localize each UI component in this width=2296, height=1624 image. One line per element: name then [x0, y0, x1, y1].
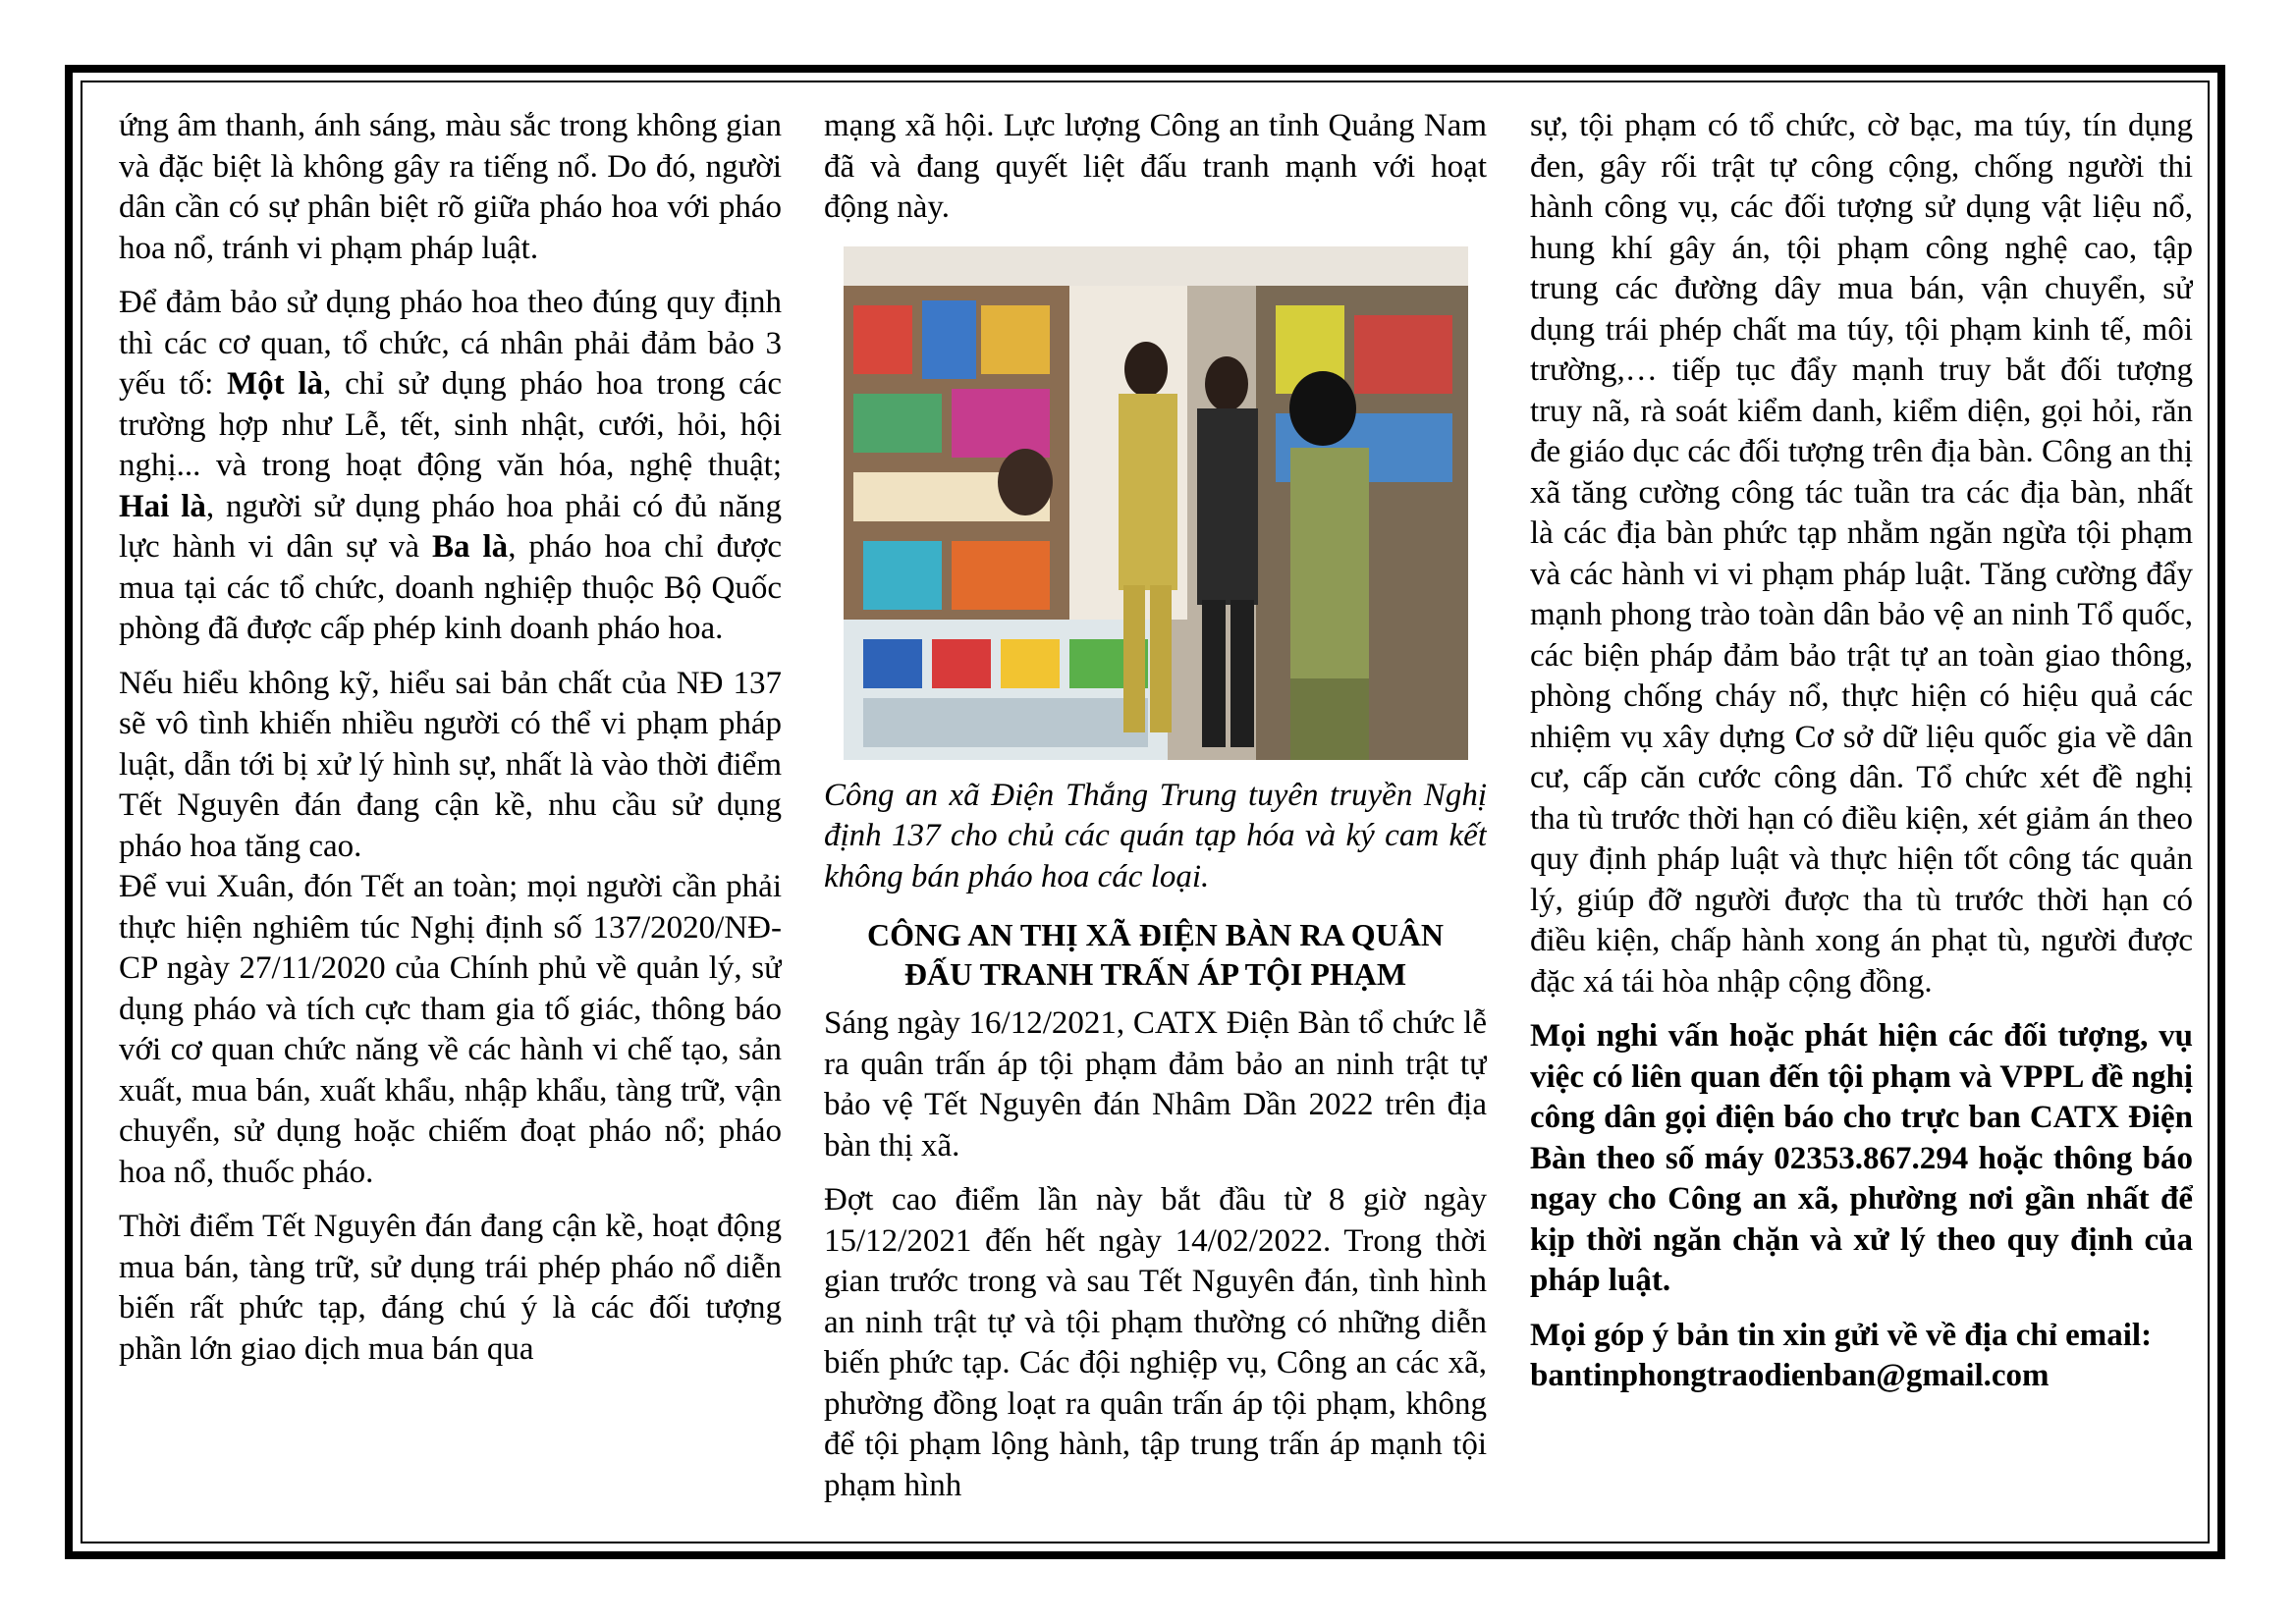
col1-p2-bold-mot-la: Một là	[227, 366, 324, 402]
col1-p2-bold-hai-la: Hai là	[119, 488, 206, 524]
col1-p2-text-c: , chỉ sử dụng pháo hoa trong các trường hợp như Lễ, tết, sinh nhật, cưới, hỏi, hội nghị... và trong hoạt động văn hóa, nghệ thuật;	[119, 366, 782, 483]
col2-paragraph-2: Sáng ngày 16/12/2021, CATX Điện Bàn tổ chức lễ ra quân trấn áp tội phạm đảm bảo an ninh trật tự bảo vệ Tết Nguyên đán Nhâm Dần 2022 trên địa bàn thị xã.	[824, 1005, 1487, 1164]
col1-p2-text-d: , người sử dụng pháo hoa phải có đủ năng lực hành vi dân sự và	[119, 488, 782, 565]
outer-border	[65, 65, 2225, 1559]
grocery-store-photo	[844, 246, 1468, 760]
contact-email: bantinphongtraodienban@gmail.com	[1530, 1358, 2050, 1393]
col1-p2-text-a: Để đảm bảo sử dụng pháo hoa theo đúng quy định thì các cơ quan, tổ chức, cá nhân phải đảm bảo 3 yếu tố:	[119, 285, 782, 402]
col1-p2-text-e: , pháo hoa chỉ được mua tại các tổ chức, doanh nghiệp thuộc Bộ Quốc phòng đã được cấp phép kinh doanh pháo hoa.	[119, 529, 782, 646]
section-heading	[824, 915, 1487, 994]
col3-feedback-paragraph: Mọi góp ý bản tin xin gửi về về địa chỉ email:	[1530, 1317, 2153, 1353]
section-heading-line-2: ĐẤU TRANH TRẤN ÁP TỘI PHẠM	[903, 956, 1407, 992]
photo-caption: Công an xã Điện Thắng Trung tuyên truyền Nghị định 137 cho chủ các quán tạp hóa và ký cam kết không bán pháo hoa các loại.	[824, 777, 1487, 894]
col1-paragraph-2	[119, 283, 782, 650]
col3-contact-paragraph: Mọi nghi vấn hoặc phát hiện các đối tượng, vụ việc có liên quan đến tội phạm và VPPL đề nghị công dân gọi điện báo cho trực ban CATX Điện Bàn theo số máy 02353.867.294 hoặc thông báo ngay cho Công an xã, phường nơi gần nhất để kịp thời ngăn chặn và xử lý theo quy định của pháp luật.	[1530, 1018, 2193, 1298]
col1-p2-bold-ba-la: Ba là	[432, 529, 509, 565]
col1-paragraph-1: ứng âm thanh, ánh sáng, màu sắc trong không gian và đặc biệt là không gây ra tiếng nổ. Do đó, người dân cần có sự phân biệt rõ giữa pháo hoa với pháo hoa nổ, tránh vi phạm pháp luật.	[119, 108, 782, 266]
col3-paragraph-1: sự, tội phạm có tổ chức, cờ bạc, ma túy, tín dụng đen, gây rối trật tự công cộng, chống người thi hành công vụ, các đối tượng sử dụng vật liệu nổ, hung khí gây án, tội phạm công nghệ cao, tập trung các đường dây mua bán, vận chuyển, sử dụng trái phép chất ma túy, tội phạm kinh tế, môi trường,… tiếp tục đẩy mạnh truy bắt đối tượng truy nã, rà soát kiểm danh, kiểm diện, gọi hỏi, răn đe giáo dục các đối tượng trên địa bàn. Công an thị xã tăng cường công tác tuần tra các địa bàn, nhất là các địa bàn phức tạp nhằm ngăn ngừa tội phạm và các hành vi vi phạm pháp luật. Tăng cường đẩy mạnh phong trào toàn dân bảo vệ an ninh Tổ quốc, các biện pháp đảm bảo trật tự an toàn giao thông, phòng chống cháy nổ, thực hiện có hiệu quả các nhiệm vụ xây dựng Cơ sở dữ liệu quốc gia về dân cư, cấp căn cước công dân. Tổ chức xét đề nghị tha tù trước thời hạn có điều kiện, xét giảm án theo quy định pháp luật và thực hiện tốt công tác quản lý, giúp đỡ người được tha tù trước thời hạn có điều kiện, chấp hành xong án phạt tù, người được đặc xá tái hòa nhập cộng đồng.	[1530, 108, 2193, 1000]
col1-paragraph-4: Để vui Xuân, đón Tết an toàn; mọi người cần phải thực hiện nghiêm túc Nghị định số 137/2020/NĐ-CP ngày 27/11/2020 của Chính phủ về quản lý, sử dụng pháo và tích cực tham gia tố giác, thông báo với cơ quan chức năng về các hành vi chế tạo, sản xuất, mua bán, xuất khẩu, nhập khẩu, tàng trữ, vận chuyển, sử dụng hoặc chiếm đoạt pháo nổ; pháo hoa nổ, thuốc pháo.	[119, 869, 782, 1190]
col1-paragraph-5: Thời điểm Tết Nguyên đán đang cận kề, hoạt động mua bán, tàng trữ, sử dụng trái phép pháo nổ diễn biến rất phức tạp, đáng chú ý là các đối tượng phần lớn giao dịch mua bán qua	[119, 1209, 782, 1367]
section-heading-line-1: CÔNG AN THỊ XÃ ĐIỆN BÀN RA QUÂN	[866, 917, 1445, 952]
column-2	[824, 106, 1487, 1520]
col2-paragraph-3: Đợt cao điểm lần này bắt đầu từ 8 giờ ngày 15/12/2021 đến hết ngày 14/02/2022. Trong thời gian trước trong và sau Tết Nguyên đán, tình hình an ninh trật tự và tội phạm thường có những diễn biến phức tạp. Các đội nghiệp vụ, Công an các xã, phường đồng loạt ra quân trấn áp tội phạm, không để tội phạm lộng hành, tập trung trấn áp mạnh tội phạm hình	[824, 1182, 1487, 1503]
col2-paragraph-1: mạng xã hội. Lực lượng Công an tỉnh Quảng Nam đã và đang quyết liệt đấu tranh mạnh với hoạt động này.	[824, 108, 1487, 225]
inner-border	[81, 81, 2210, 1543]
column-3	[1530, 106, 2193, 1520]
col1-paragraph-3: Nếu hiểu không kỹ, hiểu sai bản chất của NĐ 137 sẽ vô tình khiến nhiều người có thể vi phạm pháp luật, dẫn tới bị xử lý hình sự, nhất là vào thời điểm Tết Nguyên đán đang cận kề, nhu cầu sử dụng pháo hoa tăng cao.	[119, 665, 782, 864]
column-1	[119, 106, 782, 1520]
